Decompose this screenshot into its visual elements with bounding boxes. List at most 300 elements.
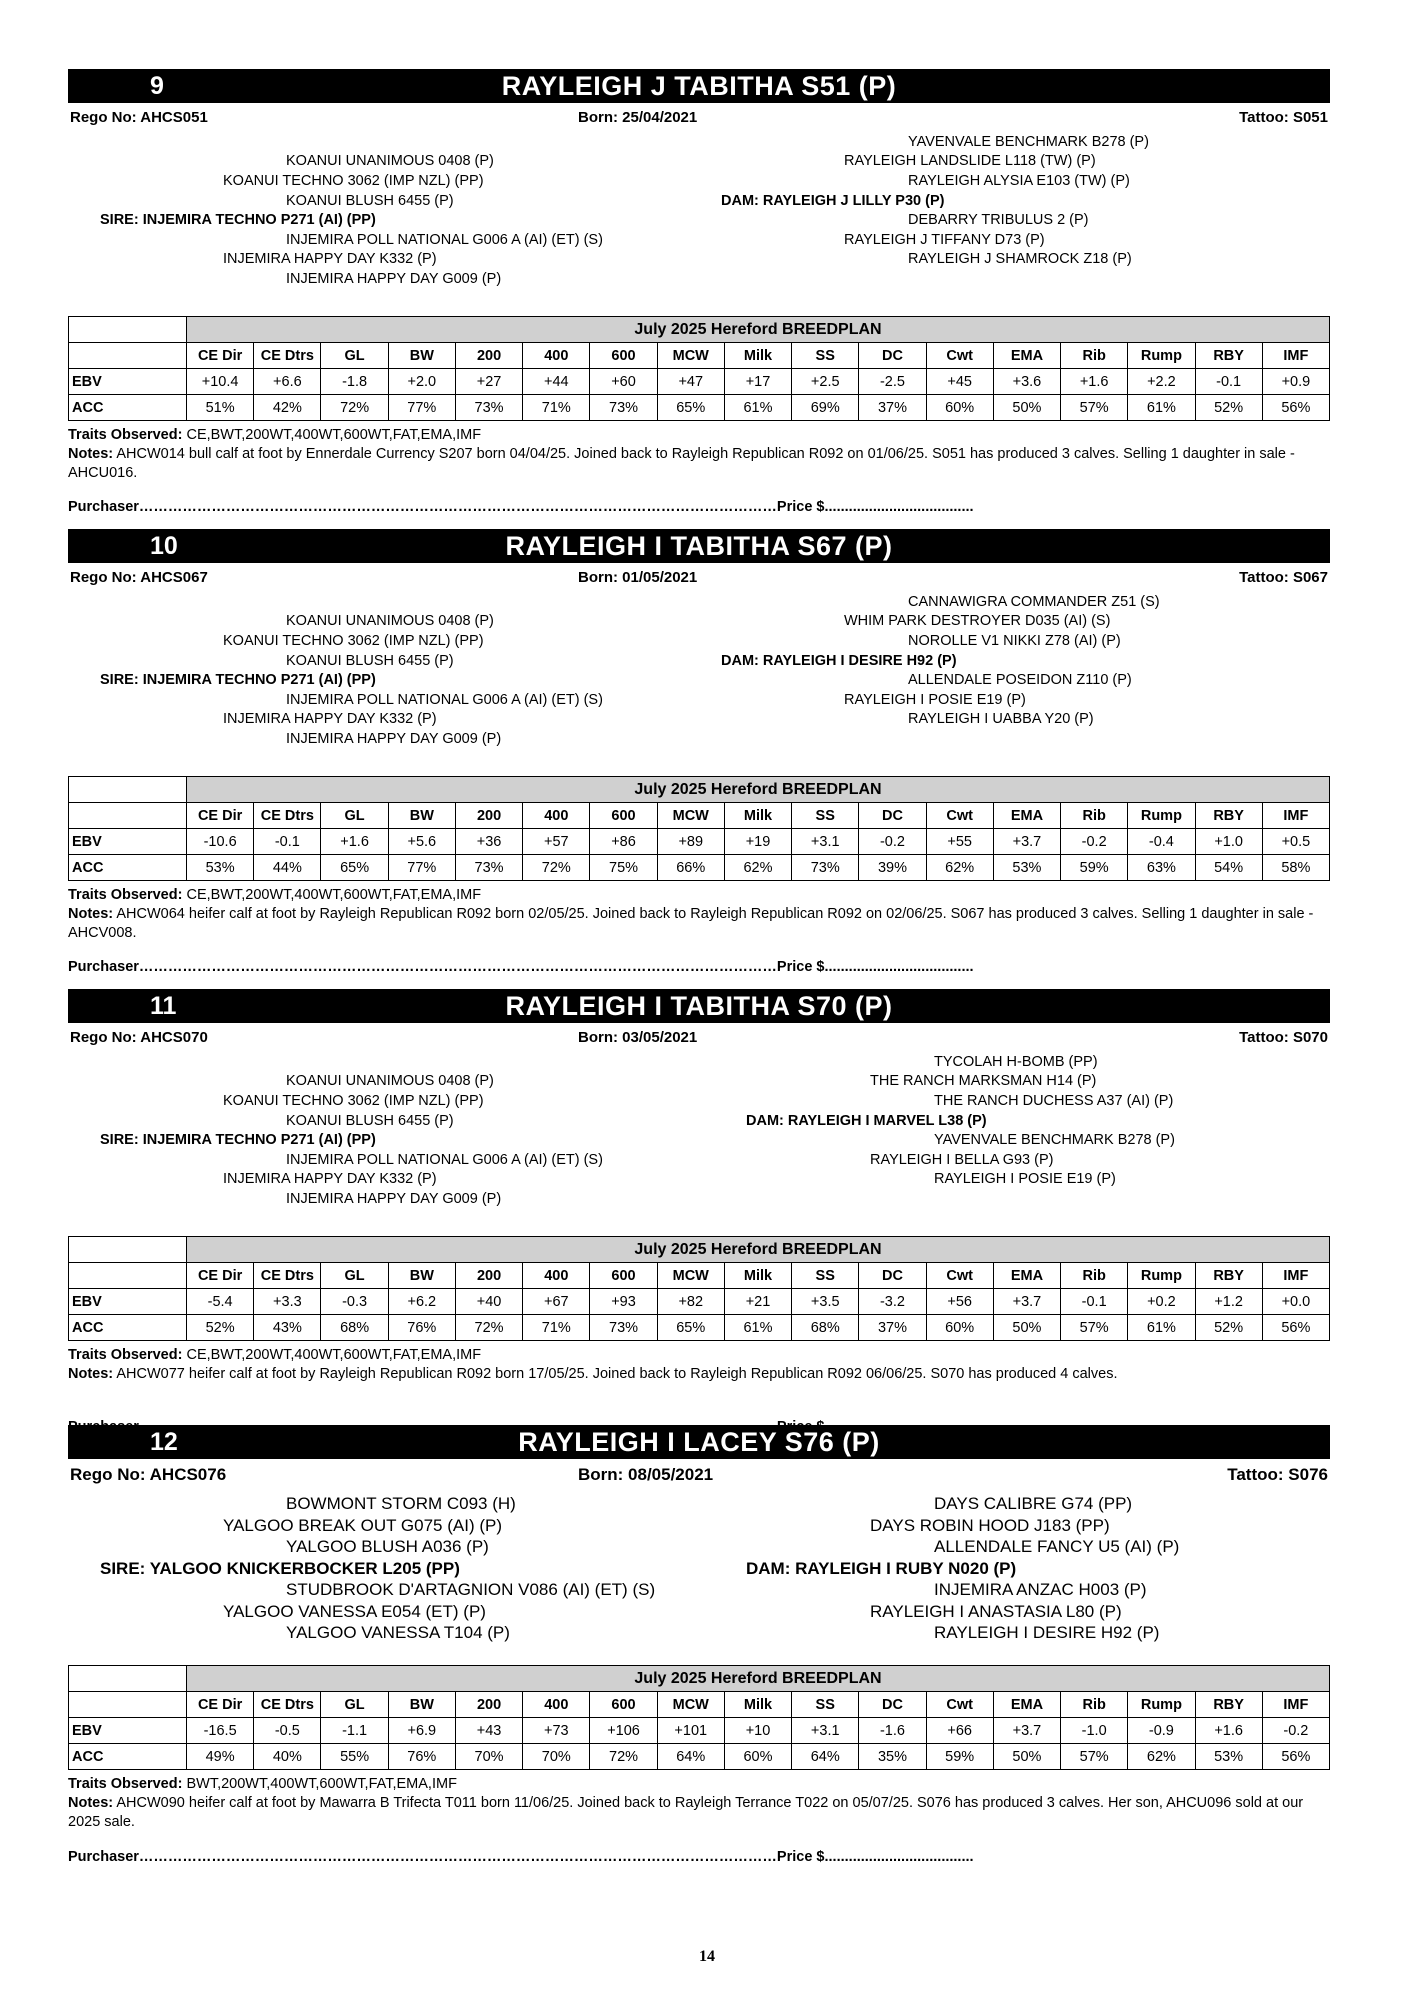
col-header: BW <box>388 1263 455 1289</box>
sire: SIRE: INJEMIRA TECHNO P271 (AI) (PP) <box>100 672 376 688</box>
ebv-cell: +3.3 <box>254 1289 321 1315</box>
ebv-cell: +6.9 <box>388 1718 455 1744</box>
sire-sire-dam: KOANUI BLUSH 6455 (P) <box>286 1113 454 1129</box>
traits-value: CE,BWT,200WT,400WT,600WT,FAT,EMA,IMF <box>186 427 482 443</box>
sire-sire: KOANUI TECHNO 3062 (IMP NZL) (PP) <box>223 173 484 189</box>
ebv-cell: +3.7 <box>993 1718 1060 1744</box>
dam: DAM: RAYLEIGH I MARVEL L38 (P) <box>746 1113 987 1129</box>
acc-cell: 49% <box>187 1744 254 1770</box>
lot-number: 10 <box>150 532 178 560</box>
acc-cell: 56% <box>1262 1315 1329 1341</box>
ebv-cell: +60 <box>590 369 657 395</box>
col-header: GL <box>321 343 388 369</box>
ebv-cell: +73 <box>523 1718 590 1744</box>
lot-name: RAYLEIGH J TABITHA S51 (P) <box>501 71 897 101</box>
col-header: Milk <box>724 343 791 369</box>
dam-dam: RAYLEIGH I POSIE E19 (P) <box>844 692 1026 708</box>
sire-dam-dam: INJEMIRA HAPPY DAY G009 (P) <box>286 1191 502 1207</box>
col-header: RBY <box>1195 343 1262 369</box>
col-header: CE Dir <box>187 1263 254 1289</box>
col-header: 400 <box>523 343 590 369</box>
col-header: MCW <box>657 343 724 369</box>
col-header: DC <box>859 343 926 369</box>
ebv-cell: -0.1 <box>254 829 321 855</box>
ebv-cell: -2.5 <box>859 369 926 395</box>
ebv-cell: +3.7 <box>993 829 1060 855</box>
notes-text: AHCW077 heifer calf at foot by Rayleigh Republican R092 born 17/05/25. Joined back to Rayleigh Republican R092 06/06/25. S070 has produced 4 calves. <box>116 1366 1118 1382</box>
ebv-cell: -0.2 <box>859 829 926 855</box>
ebv-cell: -16.5 <box>187 1718 254 1744</box>
tattoo: Tattoo: S070 <box>1239 1029 1328 1046</box>
purchaser-line: Purchaser……………………………………………………………………………………………………………………Price $..................................... <box>68 499 974 515</box>
col-header: Rib <box>1061 343 1128 369</box>
sire-sire: KOANUI TECHNO 3062 (IMP NZL) (PP) <box>223 633 484 649</box>
col-header: IMF <box>1262 1263 1329 1289</box>
lot-name: RAYLEIGH I TABITHA S70 (P) <box>505 991 893 1021</box>
breedplan-table <box>68 316 1330 421</box>
acc-cell: 35% <box>859 1744 926 1770</box>
row-label: ACC <box>69 1315 187 1341</box>
dam-dam-sire: DEBARRY TRIBULUS 2 (P) <box>908 212 1089 228</box>
col-header: EMA <box>993 343 1060 369</box>
ebv-row <box>69 369 1330 395</box>
row-label: EBV <box>69 829 187 855</box>
dam-sire-sire: YAVENVALE BENCHMARK B278 (P) <box>908 134 1149 150</box>
dam-dam: RAYLEIGH I ANASTASIA L80 (P) <box>870 1602 1122 1621</box>
breedplan-table <box>68 1665 1330 1770</box>
ebv-row <box>69 829 1330 855</box>
col-header: Rib <box>1061 1692 1128 1718</box>
acc-cell: 65% <box>321 855 388 881</box>
ebv-cell: +0.2 <box>1128 1289 1195 1315</box>
ebv-cell: -0.9 <box>1128 1718 1195 1744</box>
ebv-cell: +5.6 <box>388 829 455 855</box>
acc-cell: 50% <box>993 395 1060 421</box>
sire-dam-sire: INJEMIRA POLL NATIONAL G006 A (AI) (ET) (S) <box>286 692 603 708</box>
breedplan-title: July 2025 Hereford BREEDPLAN <box>187 1666 1330 1692</box>
dam-sire: DAYS ROBIN HOOD J183 (PP) <box>870 1516 1110 1535</box>
ebv-cell: +1.0 <box>1195 829 1262 855</box>
dam-sire: RAYLEIGH LANDSLIDE L118 (TW) (P) <box>844 153 1096 169</box>
acc-cell: 55% <box>321 1744 388 1770</box>
sire-dam-dam: INJEMIRA HAPPY DAY G009 (P) <box>286 731 502 747</box>
ebv-cell: +10 <box>724 1718 791 1744</box>
ebv-cell: +17 <box>724 369 791 395</box>
acc-cell: 52% <box>1195 395 1262 421</box>
ebv-cell: +0.5 <box>1262 829 1329 855</box>
acc-cell: 51% <box>187 395 254 421</box>
acc-cell: 73% <box>590 395 657 421</box>
col-header: Milk <box>724 803 791 829</box>
col-header: Cwt <box>926 1692 993 1718</box>
birth-date: Born: 08/05/2021 <box>578 1465 714 1484</box>
ebv-cell: -0.2 <box>1262 1718 1329 1744</box>
lot-entry <box>68 69 1330 529</box>
acc-row <box>69 855 1330 881</box>
acc-row <box>69 395 1330 421</box>
acc-cell: 53% <box>1195 1744 1262 1770</box>
notes-label: Notes: <box>68 1795 114 1811</box>
sire: SIRE: INJEMIRA TECHNO P271 (AI) (PP) <box>100 212 376 228</box>
acc-cell: 72% <box>321 395 388 421</box>
ebv-row <box>69 1718 1330 1744</box>
lot-header <box>68 69 1330 103</box>
ebv-cell: +19 <box>724 829 791 855</box>
acc-cell: 39% <box>859 855 926 881</box>
traits-observed <box>68 1776 457 1792</box>
col-header: MCW <box>657 803 724 829</box>
dam-dam-dam: RAYLEIGH I UABBA Y20 (P) <box>908 711 1094 727</box>
traits-observed <box>68 427 481 443</box>
col-header: CE Dtrs <box>254 803 321 829</box>
notes-text: AHCW090 heifer calf at foot by Mawarra B Trifecta T011 born 11/06/25. Joined back to Rayleigh Terrance T022 on 05/07/25. S076 has produced 3 calves. Her son, AHCU096 sold at our 2025 sale. <box>68 1795 1304 1830</box>
col-header: RBY <box>1195 1263 1262 1289</box>
sire-sire: KOANUI TECHNO 3062 (IMP NZL) (PP) <box>223 1093 484 1109</box>
col-header: 600 <box>590 1263 657 1289</box>
page-number: 14 <box>699 1948 715 1965</box>
ebv-cell: -0.3 <box>321 1289 388 1315</box>
acc-cell: 43% <box>254 1315 321 1341</box>
acc-cell: 62% <box>1128 1744 1195 1770</box>
breedplan-header-row <box>69 1263 1330 1289</box>
col-header: Rump <box>1128 1263 1195 1289</box>
acc-cell: 57% <box>1061 1315 1128 1341</box>
rego-number: Rego No: AHCS070 <box>70 1029 208 1046</box>
col-header: GL <box>321 1692 388 1718</box>
breedplan-table <box>68 776 1330 881</box>
dam-dam: RAYLEIGH J TIFFANY D73 (P) <box>844 232 1045 248</box>
ebv-cell: +2.2 <box>1128 369 1195 395</box>
row-label: ACC <box>69 855 187 881</box>
acc-cell: 40% <box>254 1744 321 1770</box>
ebv-row <box>69 1289 1330 1315</box>
acc-cell: 59% <box>926 1744 993 1770</box>
acc-cell: 62% <box>724 855 791 881</box>
birth-date: Born: 03/05/2021 <box>578 1029 698 1046</box>
tattoo: Tattoo: S051 <box>1239 109 1328 126</box>
ebv-cell: +3.5 <box>792 1289 859 1315</box>
col-header: MCW <box>657 1692 724 1718</box>
acc-cell: 37% <box>859 395 926 421</box>
acc-cell: 63% <box>1128 855 1195 881</box>
col-header: DC <box>859 803 926 829</box>
acc-cell: 56% <box>1262 395 1329 421</box>
acc-cell: 50% <box>993 1744 1060 1770</box>
dam-dam-dam: RAYLEIGH I DESIRE H92 (P) <box>934 1623 1160 1642</box>
dam-sire: THE RANCH MARKSMAN H14 (P) <box>870 1073 1097 1089</box>
ebv-cell: +27 <box>455 369 522 395</box>
breedplan-header-row <box>69 1692 1330 1718</box>
lot-name: RAYLEIGH I TABITHA S67 (P) <box>505 531 893 561</box>
ebv-cell: +2.5 <box>792 369 859 395</box>
col-header: 200 <box>455 343 522 369</box>
acc-cell: 77% <box>388 395 455 421</box>
col-header: SS <box>792 1263 859 1289</box>
acc-cell: 61% <box>1128 395 1195 421</box>
col-header: SS <box>792 803 859 829</box>
ebv-cell: +0.9 <box>1262 369 1329 395</box>
ebv-cell: +86 <box>590 829 657 855</box>
ebv-cell: +3.7 <box>993 1289 1060 1315</box>
col-header: SS <box>792 1692 859 1718</box>
lot-number: 11 <box>150 992 177 1020</box>
notes-label: Notes: <box>68 446 114 462</box>
ebv-cell: +55 <box>926 829 993 855</box>
notes-text: AHCW064 heifer calf at foot by Rayleigh Republican R092 born 02/05/25. Joined back to Rayleigh Republican R092 on 02/06/25. S067 has produced 3 calves. Selling 1 daughter in sale - AHCV008. <box>68 906 1314 941</box>
row-label: ACC <box>69 395 187 421</box>
dam-dam: RAYLEIGH I BELLA G93 (P) <box>870 1152 1054 1168</box>
traits-label: Traits Observed: <box>68 1776 183 1792</box>
acc-cell: 76% <box>388 1315 455 1341</box>
acc-cell: 56% <box>1262 1744 1329 1770</box>
ebv-cell: +3.1 <box>792 829 859 855</box>
ebv-cell: -0.4 <box>1128 829 1195 855</box>
dam-dam-dam: RAYLEIGH J SHAMROCK Z18 (P) <box>908 251 1132 267</box>
row-label: ACC <box>69 1744 187 1770</box>
acc-cell: 71% <box>523 395 590 421</box>
acc-cell: 50% <box>993 1315 1060 1341</box>
ebv-cell: +3.1 <box>792 1718 859 1744</box>
col-header: 400 <box>523 1692 590 1718</box>
ebv-cell: +6.6 <box>254 369 321 395</box>
traits-value: CE,BWT,200WT,400WT,600WT,FAT,EMA,IMF <box>186 1347 482 1363</box>
rego-number: Rego No: AHCS076 <box>70 1465 227 1484</box>
ebv-cell: +82 <box>657 1289 724 1315</box>
lot-header <box>68 529 1330 563</box>
sire-sire-sire: KOANUI UNANIMOUS 0408 (P) <box>286 613 494 629</box>
sire-dam-sire: INJEMIRA POLL NATIONAL G006 A (AI) (ET) (S) <box>286 232 603 248</box>
acc-cell: 57% <box>1061 1744 1128 1770</box>
col-header: Rump <box>1128 803 1195 829</box>
dam: DAM: RAYLEIGH J LILLY P30 (P) <box>721 193 945 209</box>
acc-cell: 68% <box>792 1315 859 1341</box>
ebv-cell: -1.1 <box>321 1718 388 1744</box>
acc-cell: 69% <box>792 395 859 421</box>
col-header: IMF <box>1262 343 1329 369</box>
breedplan-table <box>68 1236 1330 1341</box>
acc-cell: 77% <box>388 855 455 881</box>
acc-cell: 61% <box>724 395 791 421</box>
acc-cell: 64% <box>657 1744 724 1770</box>
ebv-cell: +93 <box>590 1289 657 1315</box>
breedplan-header-row <box>69 343 1330 369</box>
dam: DAM: RAYLEIGH I DESIRE H92 (P) <box>721 653 957 669</box>
col-header: Milk <box>724 1263 791 1289</box>
col-header: 400 <box>523 1263 590 1289</box>
dam-sire-dam: RAYLEIGH ALYSIA E103 (TW) (P) <box>908 173 1130 189</box>
col-header: IMF <box>1262 803 1329 829</box>
col-header: 200 <box>455 1692 522 1718</box>
ebv-cell: +1.6 <box>1061 369 1128 395</box>
col-header: Cwt <box>926 1263 993 1289</box>
sire-sire-sire: KOANUI UNANIMOUS 0408 (P) <box>286 153 494 169</box>
acc-cell: 73% <box>455 855 522 881</box>
notes-label: Notes: <box>68 906 114 922</box>
ebv-cell: -0.1 <box>1195 369 1262 395</box>
ebv-cell: +1.2 <box>1195 1289 1262 1315</box>
ebv-cell: -0.1 <box>1061 1289 1128 1315</box>
col-header: RBY <box>1195 1692 1262 1718</box>
breedplan-title: July 2025 Hereford BREEDPLAN <box>187 1237 1330 1263</box>
ebv-cell: +3.6 <box>993 369 1060 395</box>
lot-header <box>68 989 1330 1023</box>
ebv-cell: +106 <box>590 1718 657 1744</box>
col-header: Rib <box>1061 1263 1128 1289</box>
ebv-cell: -1.8 <box>321 369 388 395</box>
row-label: EBV <box>69 1289 187 1315</box>
col-header: 600 <box>590 343 657 369</box>
acc-cell: 65% <box>657 1315 724 1341</box>
dam-sire-dam: NOROLLE V1 NIKKI Z78 (AI) (P) <box>908 633 1121 649</box>
col-header: GL <box>321 1263 388 1289</box>
col-header: Rump <box>1128 1692 1195 1718</box>
lot-entry <box>68 529 1330 989</box>
acc-cell: 37% <box>859 1315 926 1341</box>
col-header: GL <box>321 803 388 829</box>
purchaser-line: Purchaser……………………………………………………………………………………………………………………Price $..................................... <box>68 959 974 975</box>
col-header: EMA <box>993 803 1060 829</box>
sire-sire-sire: BOWMONT STORM C093 (H) <box>286 1494 516 1513</box>
col-header: Rib <box>1061 803 1128 829</box>
col-header: DC <box>859 1692 926 1718</box>
sire-sire-dam: KOANUI BLUSH 6455 (P) <box>286 653 454 669</box>
ebv-cell: -1.0 <box>1061 1718 1128 1744</box>
birth-date: Born: 25/04/2021 <box>578 109 698 126</box>
rego-number: Rego No: AHCS067 <box>70 569 208 586</box>
ebv-cell: +89 <box>657 829 724 855</box>
traits-label: Traits Observed: <box>68 887 183 903</box>
ebv-cell: +47 <box>657 369 724 395</box>
ebv-cell: +2.0 <box>388 369 455 395</box>
acc-cell: 68% <box>321 1315 388 1341</box>
acc-cell: 44% <box>254 855 321 881</box>
acc-cell: 61% <box>724 1315 791 1341</box>
acc-cell: 42% <box>254 395 321 421</box>
lot-entry <box>68 989 1330 1449</box>
ebv-cell: -0.2 <box>1061 829 1128 855</box>
ebv-cell: +45 <box>926 369 993 395</box>
col-header: Rump <box>1128 343 1195 369</box>
acc-cell: 53% <box>187 855 254 881</box>
sire-dam: INJEMIRA HAPPY DAY K332 (P) <box>223 711 437 727</box>
sire-sire-sire: KOANUI UNANIMOUS 0408 (P) <box>286 1073 494 1089</box>
acc-row <box>69 1315 1330 1341</box>
notes-text: AHCW014 bull calf at foot by Ennerdale Currency S207 born 04/04/25. Joined back to Rayleigh Republican R092 on 01/06/25. S051 has produced 3 calves. Selling 1 daughter in sale - AHCU016. <box>68 446 1295 481</box>
row-label: EBV <box>69 369 187 395</box>
acc-cell: 58% <box>1262 855 1329 881</box>
col-header: DC <box>859 1263 926 1289</box>
traits-observed <box>68 887 481 903</box>
acc-cell: 76% <box>388 1744 455 1770</box>
col-header: 200 <box>455 1263 522 1289</box>
dam-sire-dam: ALLENDALE FANCY U5 (AI) (P) <box>934 1537 1180 1556</box>
sire-dam-sire: INJEMIRA POLL NATIONAL G006 A (AI) (ET) (S) <box>286 1152 603 1168</box>
col-header: 600 <box>590 1692 657 1718</box>
col-header: CE Dir <box>187 803 254 829</box>
traits-observed <box>68 1347 481 1363</box>
col-header: EMA <box>993 1263 1060 1289</box>
col-header: MCW <box>657 1263 724 1289</box>
ebv-cell: +43 <box>455 1718 522 1744</box>
acc-row <box>69 1744 1330 1770</box>
traits-value: BWT,200WT,400WT,600WT,FAT,EMA,IMF <box>186 1776 457 1792</box>
ebv-cell: +40 <box>455 1289 522 1315</box>
notes-label: Notes: <box>68 1366 114 1382</box>
acc-cell: 75% <box>590 855 657 881</box>
acc-cell: 62% <box>926 855 993 881</box>
lot-number: 12 <box>150 1428 178 1456</box>
acc-cell: 73% <box>590 1315 657 1341</box>
dam-dam-sire: INJEMIRA ANZAC H003 (P) <box>934 1580 1147 1599</box>
col-header: SS <box>792 343 859 369</box>
lot-name: RAYLEIGH I LACEY S76 (P) <box>518 1427 880 1457</box>
ebv-cell: +56 <box>926 1289 993 1315</box>
col-header: CE Dtrs <box>254 1692 321 1718</box>
col-header: 600 <box>590 803 657 829</box>
ebv-cell: +0.0 <box>1262 1289 1329 1315</box>
acc-cell: 66% <box>657 855 724 881</box>
ebv-cell: +1.6 <box>321 829 388 855</box>
sire-sire: YALGOO BREAK OUT G075 (AI) (P) <box>223 1516 502 1535</box>
ebv-cell: +10.4 <box>187 369 254 395</box>
ebv-cell: +44 <box>523 369 590 395</box>
dam-sire-dam: THE RANCH DUCHESS A37 (AI) (P) <box>934 1093 1174 1109</box>
col-header: CE Dir <box>187 343 254 369</box>
acc-cell: 72% <box>590 1744 657 1770</box>
acc-cell: 71% <box>523 1315 590 1341</box>
ebv-cell: +57 <box>523 829 590 855</box>
dam: DAM: RAYLEIGH I RUBY N020 (P) <box>746 1559 1017 1578</box>
dam-dam-dam: RAYLEIGH I POSIE E19 (P) <box>934 1171 1116 1187</box>
ebv-cell: -10.6 <box>187 829 254 855</box>
ebv-cell: -3.2 <box>859 1289 926 1315</box>
col-header: CE Dir <box>187 1692 254 1718</box>
sire-dam-dam: YALGOO VANESSA T104 (P) <box>286 1623 510 1642</box>
traits-label: Traits Observed: <box>68 427 183 443</box>
col-header: 400 <box>523 803 590 829</box>
acc-cell: 65% <box>657 395 724 421</box>
breedplan-header-row <box>69 803 1330 829</box>
traits-label: Traits Observed: <box>68 1347 183 1363</box>
col-header: EMA <box>993 1692 1060 1718</box>
acc-cell: 72% <box>523 855 590 881</box>
col-header: BW <box>388 1692 455 1718</box>
breedplan-title: July 2025 Hereford BREEDPLAN <box>187 777 1330 803</box>
notes <box>68 1794 1330 1832</box>
acc-cell: 60% <box>926 395 993 421</box>
purchaser-line: Purchaser……………………………………………………………………………………………………………………Price $..................................... <box>68 1849 974 1865</box>
col-header: BW <box>388 803 455 829</box>
col-header: Cwt <box>926 343 993 369</box>
ebv-cell: +6.2 <box>388 1289 455 1315</box>
ebv-cell: -0.5 <box>254 1718 321 1744</box>
col-header: Cwt <box>926 803 993 829</box>
col-header: RBY <box>1195 803 1262 829</box>
sire: SIRE: YALGOO KNICKERBOCKER L205 (PP) <box>100 1559 460 1578</box>
notes <box>68 445 1330 483</box>
acc-cell: 52% <box>1195 1315 1262 1341</box>
notes <box>68 1365 1330 1384</box>
acc-cell: 73% <box>455 395 522 421</box>
lot-entry <box>68 1425 1330 1885</box>
acc-cell: 61% <box>1128 1315 1195 1341</box>
ebv-cell: +1.6 <box>1195 1718 1262 1744</box>
dam-dam-sire: YAVENVALE BENCHMARK B278 (P) <box>934 1132 1175 1148</box>
col-header: IMF <box>1262 1692 1329 1718</box>
sire-sire-dam: YALGOO BLUSH A036 (P) <box>286 1537 489 1556</box>
acc-cell: 54% <box>1195 855 1262 881</box>
sire-dam: YALGOO VANESSA E054 (ET) (P) <box>223 1602 486 1621</box>
